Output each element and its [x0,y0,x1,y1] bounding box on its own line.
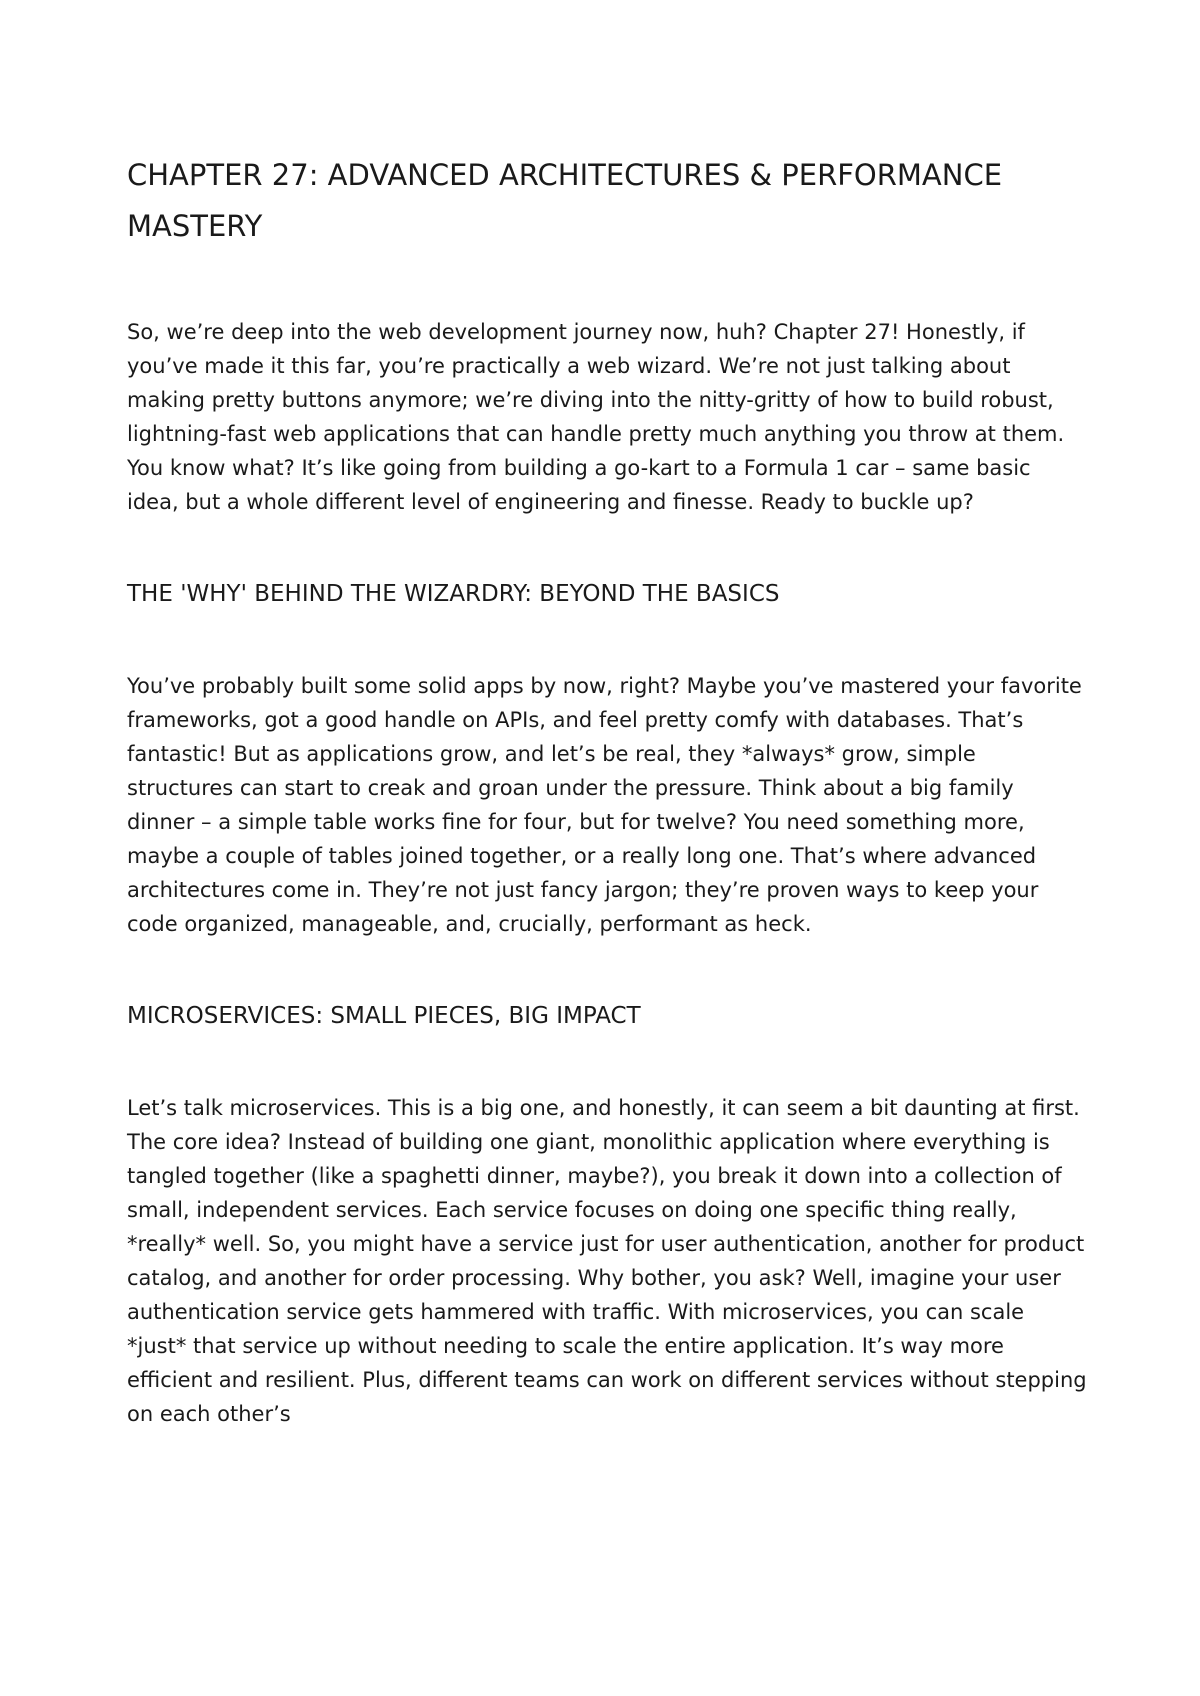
intro-paragraph: So, we’re deep into the web development journey now, huh? Chapter 27! Honestly, if you’ve made it this far, you’re practically a web wizard. We’re not just talking about making pretty buttons anymore; we’re diving into the nitty-gritty of how to build robust, lightning-fast web applications that can handle pretty much anything you throw at them. You know what? It’s like going from building a go-kart to a Formula 1 car – same basic idea, but a whole different level of engineering and finesse. Ready to buckle up? [127,320,1065,514]
spacer [127,519,1087,577]
section-heading-why: THE 'WHY' BEHIND THE WIZARDRY: BEYOND THE BASICS [127,581,780,607]
spacer [127,611,1087,669]
section-paragraph-microservices: Let’s talk microservices. This is a big one, and honestly, it can seem a bit daunting at first. The core idea? Instead of building one giant, monolithic application where everything is tangled together (like a spaghetti dinner, maybe?), you break it down into a collection of small, independent services. Each service focuses on doing one specific thing really, *really* well. So, you might have a service just for user authentication, another for product catalog, and another for order processing. Why bother, you ask? Well, imagine your user authentication service gets hammered with traffic. With microservices, you can scale *just* that service up without needing to scale the entire application. It’s way more efficient and resilient. Plus, different teams can work on different services without stepping on each other’s [127,1096,1087,1426]
spacer [127,1033,1087,1091]
section-paragraph-why: You’ve probably built some solid apps by now, right? Maybe you’ve mastered your favorite frameworks, got a good handle on APIs, and feel pretty comfy with databases. That’s fantastic! But as applications grow, and let’s be real, they *always* grow, simple structures can start to creak and groan under the pressure. Think about a big family dinner – a simple table works fine for four, but for twelve? You need something more, maybe a couple of tables joined together, or a really long one. That’s where advanced architectures come in. They’re not just fancy jargon; they’re proven ways to keep your code organized, manageable, and, crucially, performant as heck. [127,674,1082,936]
spacer [127,941,1087,999]
spacer [127,252,1087,315]
page-content [127,150,1087,1431]
section-heading-microservices: MICROSERVICES: SMALL PIECES, BIG IMPACT [127,1003,641,1029]
chapter-title: CHAPTER 27: ADVANCED ARCHITECTURES & PERFORMANCE MASTERY [127,158,1003,243]
